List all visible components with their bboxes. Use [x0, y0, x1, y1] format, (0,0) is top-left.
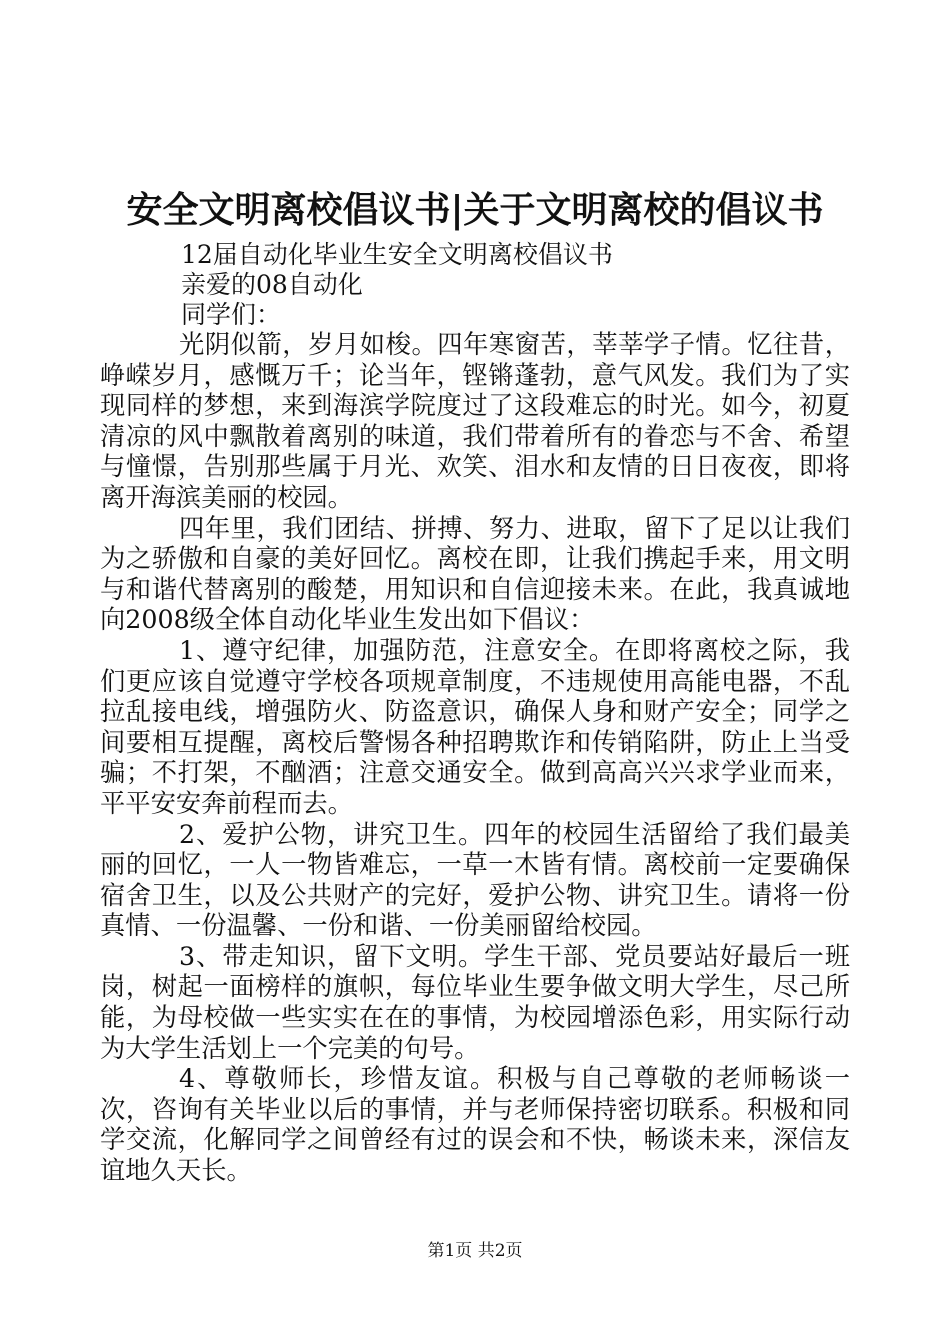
document-body — [100, 330, 850, 1187]
body-paragraph: 四年里，我们团结、拼搏、努力、进取，留下了足以让我们为之骄傲和自豪的美好回忆。离校在即，让我们携起手来，用文明与和谐代替离别的酸楚，用知识和自信迎接未来。在此，我真诚地向2008级全体自动化毕业生发出如下倡议： — [100, 513, 850, 635]
page-footer: 第1页 共2页 — [427, 1241, 523, 1261]
document-title: 安全文明离校倡议书|关于文明离校的倡议书 — [126, 189, 824, 231]
salutation-line-2: 同学们： — [181, 300, 282, 329]
body-paragraph: 2、爱护公物，讲究卫生。四年的校园生活留给了我们最美丽的回忆，一人一物皆难忘，一草一木皆有情。离校前一定要确保宿舍卫生，以及公共财产的完好，爱护公物、讲究卫生。请将一份真情、一份温馨、一份和谐、一份美丽留给校园。 — [100, 819, 850, 941]
body-paragraph: 4、尊敬师长，珍惜友谊。积极与自己尊敬的老师畅谈一次，咨询有关毕业以后的事情，并与老师保持密切联系。积极和同学交流，化解同学之间曾经有过的误会和不快，畅谈未来，深信友谊地久天长。 — [100, 1064, 850, 1186]
salutation-line-1: 亲爱的08自动化 — [181, 270, 363, 299]
body-paragraph: 1、遵守纪律，加强防范，注意安全。在即将离校之际，我们更应该自觉遵守学校各项规章制度，不违规使用高能电器，不乱拉乱接电线，增强防火、防盗意识，确保人身和财产安全；同学之间要相互提醒，离校后警惕各种招聘欺诈和传销陷阱，防止上当受骗；不打架，不酗酒；注意交通安全。做到高高兴兴求学业而来，平平安安奔前程而去。 — [100, 635, 850, 818]
body-paragraph: 3、带走知识，留下文明。学生干部、党员要站好最后一班岗，树起一面榜样的旗帜，每位毕业生要争做文明大学生，尽己所能，为母校做一些实实在在的事情，为校园增添色彩，用实际行动为大学生活划上一个完美的句号。 — [100, 941, 850, 1063]
body-paragraph: 光阴似箭，岁月如梭。四年寒窗苦，莘莘学子情。忆往昔，峥嵘岁月，感慨万千；论当年，铿锵蓬勃，意气风发。我们为了实现同样的梦想，来到海滨学院度过了这段难忘的时光。如今，初夏清凉的风中飘散着离别的味道，我们带着所有的眷恋与不舍、希望与憧憬，告别那些属于月光、欢笑、泪水和友情的日日夜夜，即将离开海滨美丽的校园。 — [100, 330, 850, 512]
document-subtitle: 12届自动化毕业生安全文明离校倡议书 — [181, 240, 613, 269]
